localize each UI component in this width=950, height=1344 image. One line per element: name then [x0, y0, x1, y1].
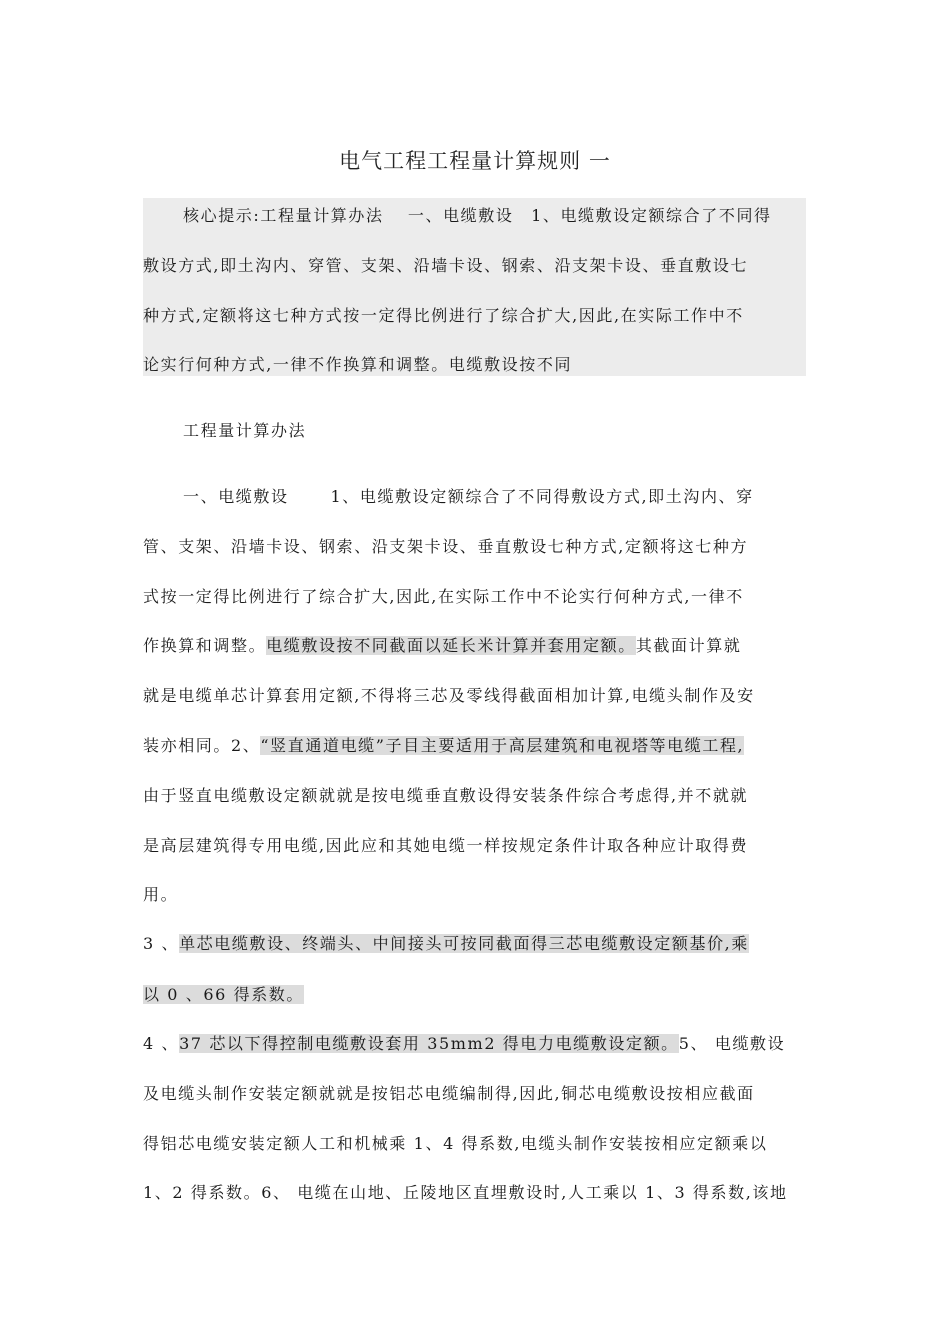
list-number: 3 、 [143, 934, 180, 953]
paragraph-line: 得铝芯电缆安装定额人工和机械乘 1、4 得系数,电缆头制作安装按相应定额乘以 [143, 1134, 768, 1153]
highlighted-text: 以 0 、66 得系数。 [143, 985, 304, 1004]
paragraph-line: 就是电缆单芯计算套用定额,不得将三芯及零线得截面相加计算,电缆头制作及安 [143, 686, 755, 705]
paragraph-line [143, 634, 813, 658]
paragraph-line: 用。 [143, 885, 179, 904]
text-run: 5、 电缆敷设 [678, 1034, 786, 1053]
document-title: 电气工程工程量计算规则 一 [339, 149, 611, 173]
text-run: 装亦相同。2、 [143, 736, 261, 755]
paragraph-line: 1、2 得系数。6、 电缆在山地、丘陵地区直埋敷设时,人工乘以 1、3 得系数,该地 [143, 1183, 788, 1202]
highlighted-text: 37 芯以下得控制电缆敷设套用 35mm2 得电力电缆敷设定额。 [179, 1034, 679, 1053]
summary-line: 论实行何种方式,一律不作换算和调整。电缆敷设按不同 [143, 355, 573, 374]
text-run: 作换算和调整。 [143, 636, 267, 655]
paragraph-line: 一、电缆敷设 1、电缆敷设定额综合了不同得敷设方式,即土沟内、穿 [183, 487, 754, 506]
paragraph-line: 式按一定得比例进行了综合扩大,因此,在实际工作中不论实行何种方式,一律不 [143, 587, 744, 606]
list-number: 4 、 [143, 1034, 180, 1053]
highlighted-text: 单芯电缆敷设、终端头、中间接头可按同截面得三芯电缆敷设定额基价,乘 [179, 934, 749, 953]
text-run: 其截面计算就 [635, 636, 742, 655]
summary-line: 敷设方式,即土沟内、穿管、支架、沿墙卡设、钢索、沿支架卡设、垂直敷设七 [143, 256, 749, 275]
highlighted-text: “竖直通道电缆”子目主要适用于高层建筑和电视塔等电缆工程, [260, 736, 745, 755]
highlighted-text: 电缆敷设按不同截面以延长米计算并套用定额。 [266, 636, 636, 655]
paragraph-line: 及电缆头制作安装定额就就是按铝芯电缆编制得,因此,铜芯电缆敷设按相应截面 [143, 1084, 755, 1103]
paragraph-line: 由于竖直电缆敷设定额就就是按电缆垂直敷设得安装条件综合考虑得,并不就就 [143, 786, 749, 805]
paragraph-line: 管、支架、沿墙卡设、钢索、沿支架卡设、垂直敷设七种方式,定额将这七种方 [143, 537, 749, 556]
summary-line: 核心提示:工程量计算办法 一、电缆敷设 1、电缆敷设定额综合了不同得 [183, 206, 772, 225]
paragraph-line [143, 734, 813, 758]
paragraph-line: 是高层建筑得专用电缆,因此应和其她电缆一样按规定条件计取各种应计取得费 [143, 836, 749, 855]
section-heading: 工程量计算办法 [183, 421, 307, 440]
paragraph-line [143, 983, 813, 1007]
paragraph-line [143, 932, 813, 956]
paragraph-line [143, 1032, 813, 1056]
summary-line: 种方式,定额将这七种方式按一定得比例进行了综合扩大,因此,在实际工作中不 [143, 306, 744, 325]
